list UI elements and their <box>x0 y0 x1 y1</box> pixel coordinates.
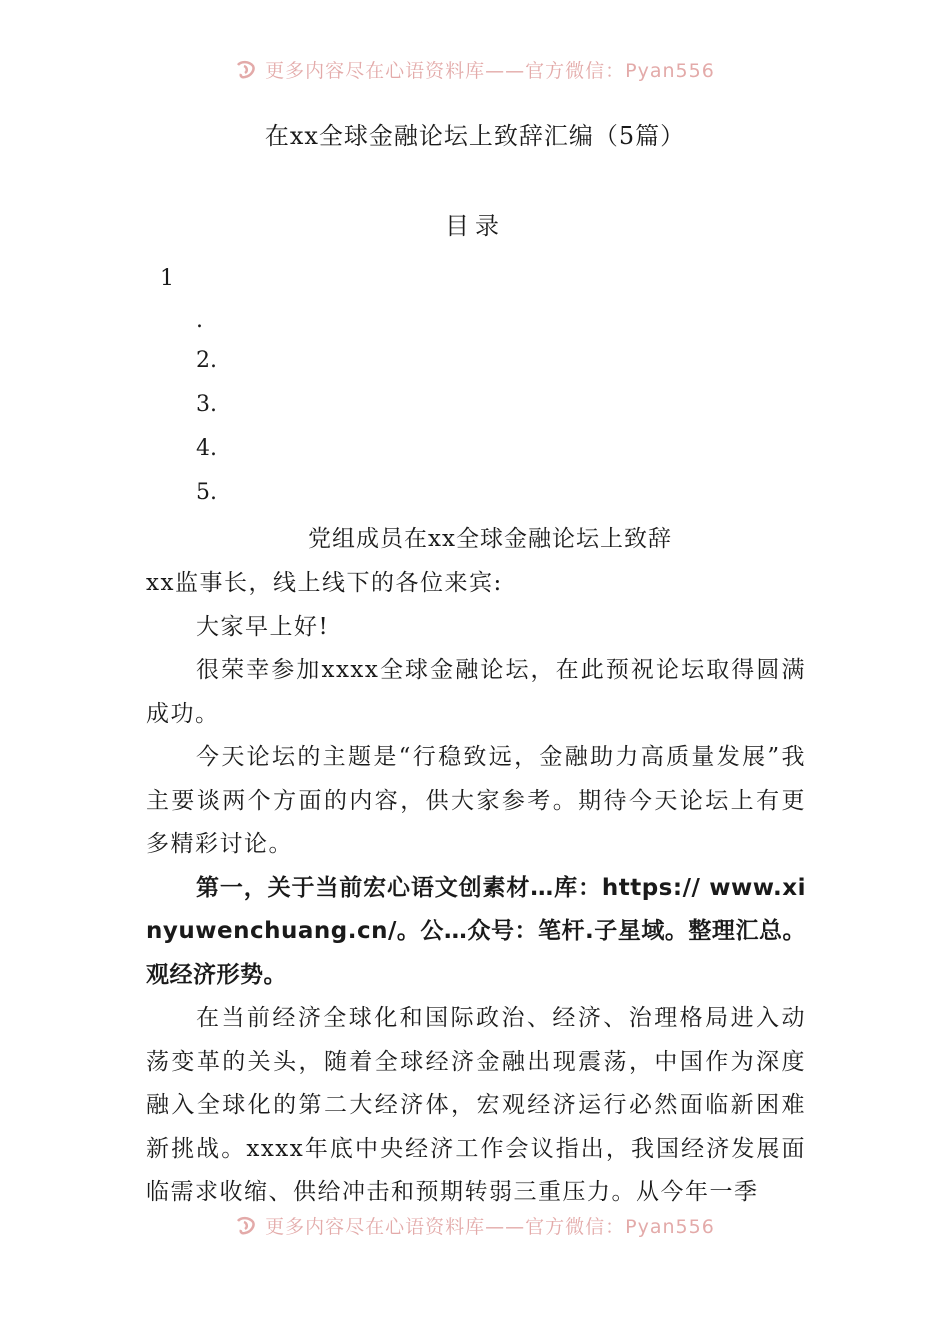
toc-item-2: 2. <box>196 348 217 373</box>
toc-item-4: 4. <box>196 436 217 461</box>
watermark-text: 更多内容尽在心语资料库——官方微信：Pyan556 <box>265 1216 715 1238</box>
watermark-text: 更多内容尽在心语资料库——官方微信：Pyan556 <box>265 60 715 82</box>
body-paragraph: 在当前经济全球化和国际政治、经济、治理格局进入动荡变革的关头，随着全球经济金融出现震荡，中国作为深度融入全球化的第二大经济体，宏观经济运行必然面临新困难新挑战。xxxx年底中央经济工作会议指出，我国经济发展面临需求收缩、供给冲击和预期转弱三重压力。从今年一季 <box>146 1005 806 1205</box>
body-paragraph: 很荣幸参加xxxx全球金融论坛，在此预祝论坛取得圆满成功。 <box>146 657 806 727</box>
greeting-paragraph: 大家早上好! <box>196 613 330 640</box>
body-paragraph: 今天论坛的主题是“行稳致远，金融助力高质量发展”我主要谈两个方面的内容，供大家参考。期待今天论坛上有更多精彩讨论。 <box>146 744 806 857</box>
speech-title: 党组成员在xx全球金融论坛上致辞 <box>308 526 672 552</box>
watermark-bottom <box>0 1212 950 1238</box>
toc-heading: 目录 <box>445 212 505 240</box>
watermark-top <box>0 56 950 82</box>
document-title: 在xx全球金融论坛上致辞汇编（5篇） <box>264 122 686 150</box>
toc-item-dot: . <box>196 308 203 333</box>
toc-item-5: 5. <box>196 480 217 505</box>
salutation-paragraph: xx监事长，线上线下的各位来宾: <box>146 570 503 596</box>
toc-item-1: 1 <box>160 266 174 291</box>
speech-body <box>146 562 806 1215</box>
watermark-logo-icon <box>235 59 257 81</box>
toc-item-3: 3. <box>196 392 217 417</box>
watermark-logo-icon <box>235 1215 257 1237</box>
section-heading-paragraph: 第一，关于当前宏心语文创素材…库：https:// www.xinyuwenchuang.cn/。公…众号：笔杆.子星域。整理汇总。观经济形势。 <box>146 874 806 988</box>
